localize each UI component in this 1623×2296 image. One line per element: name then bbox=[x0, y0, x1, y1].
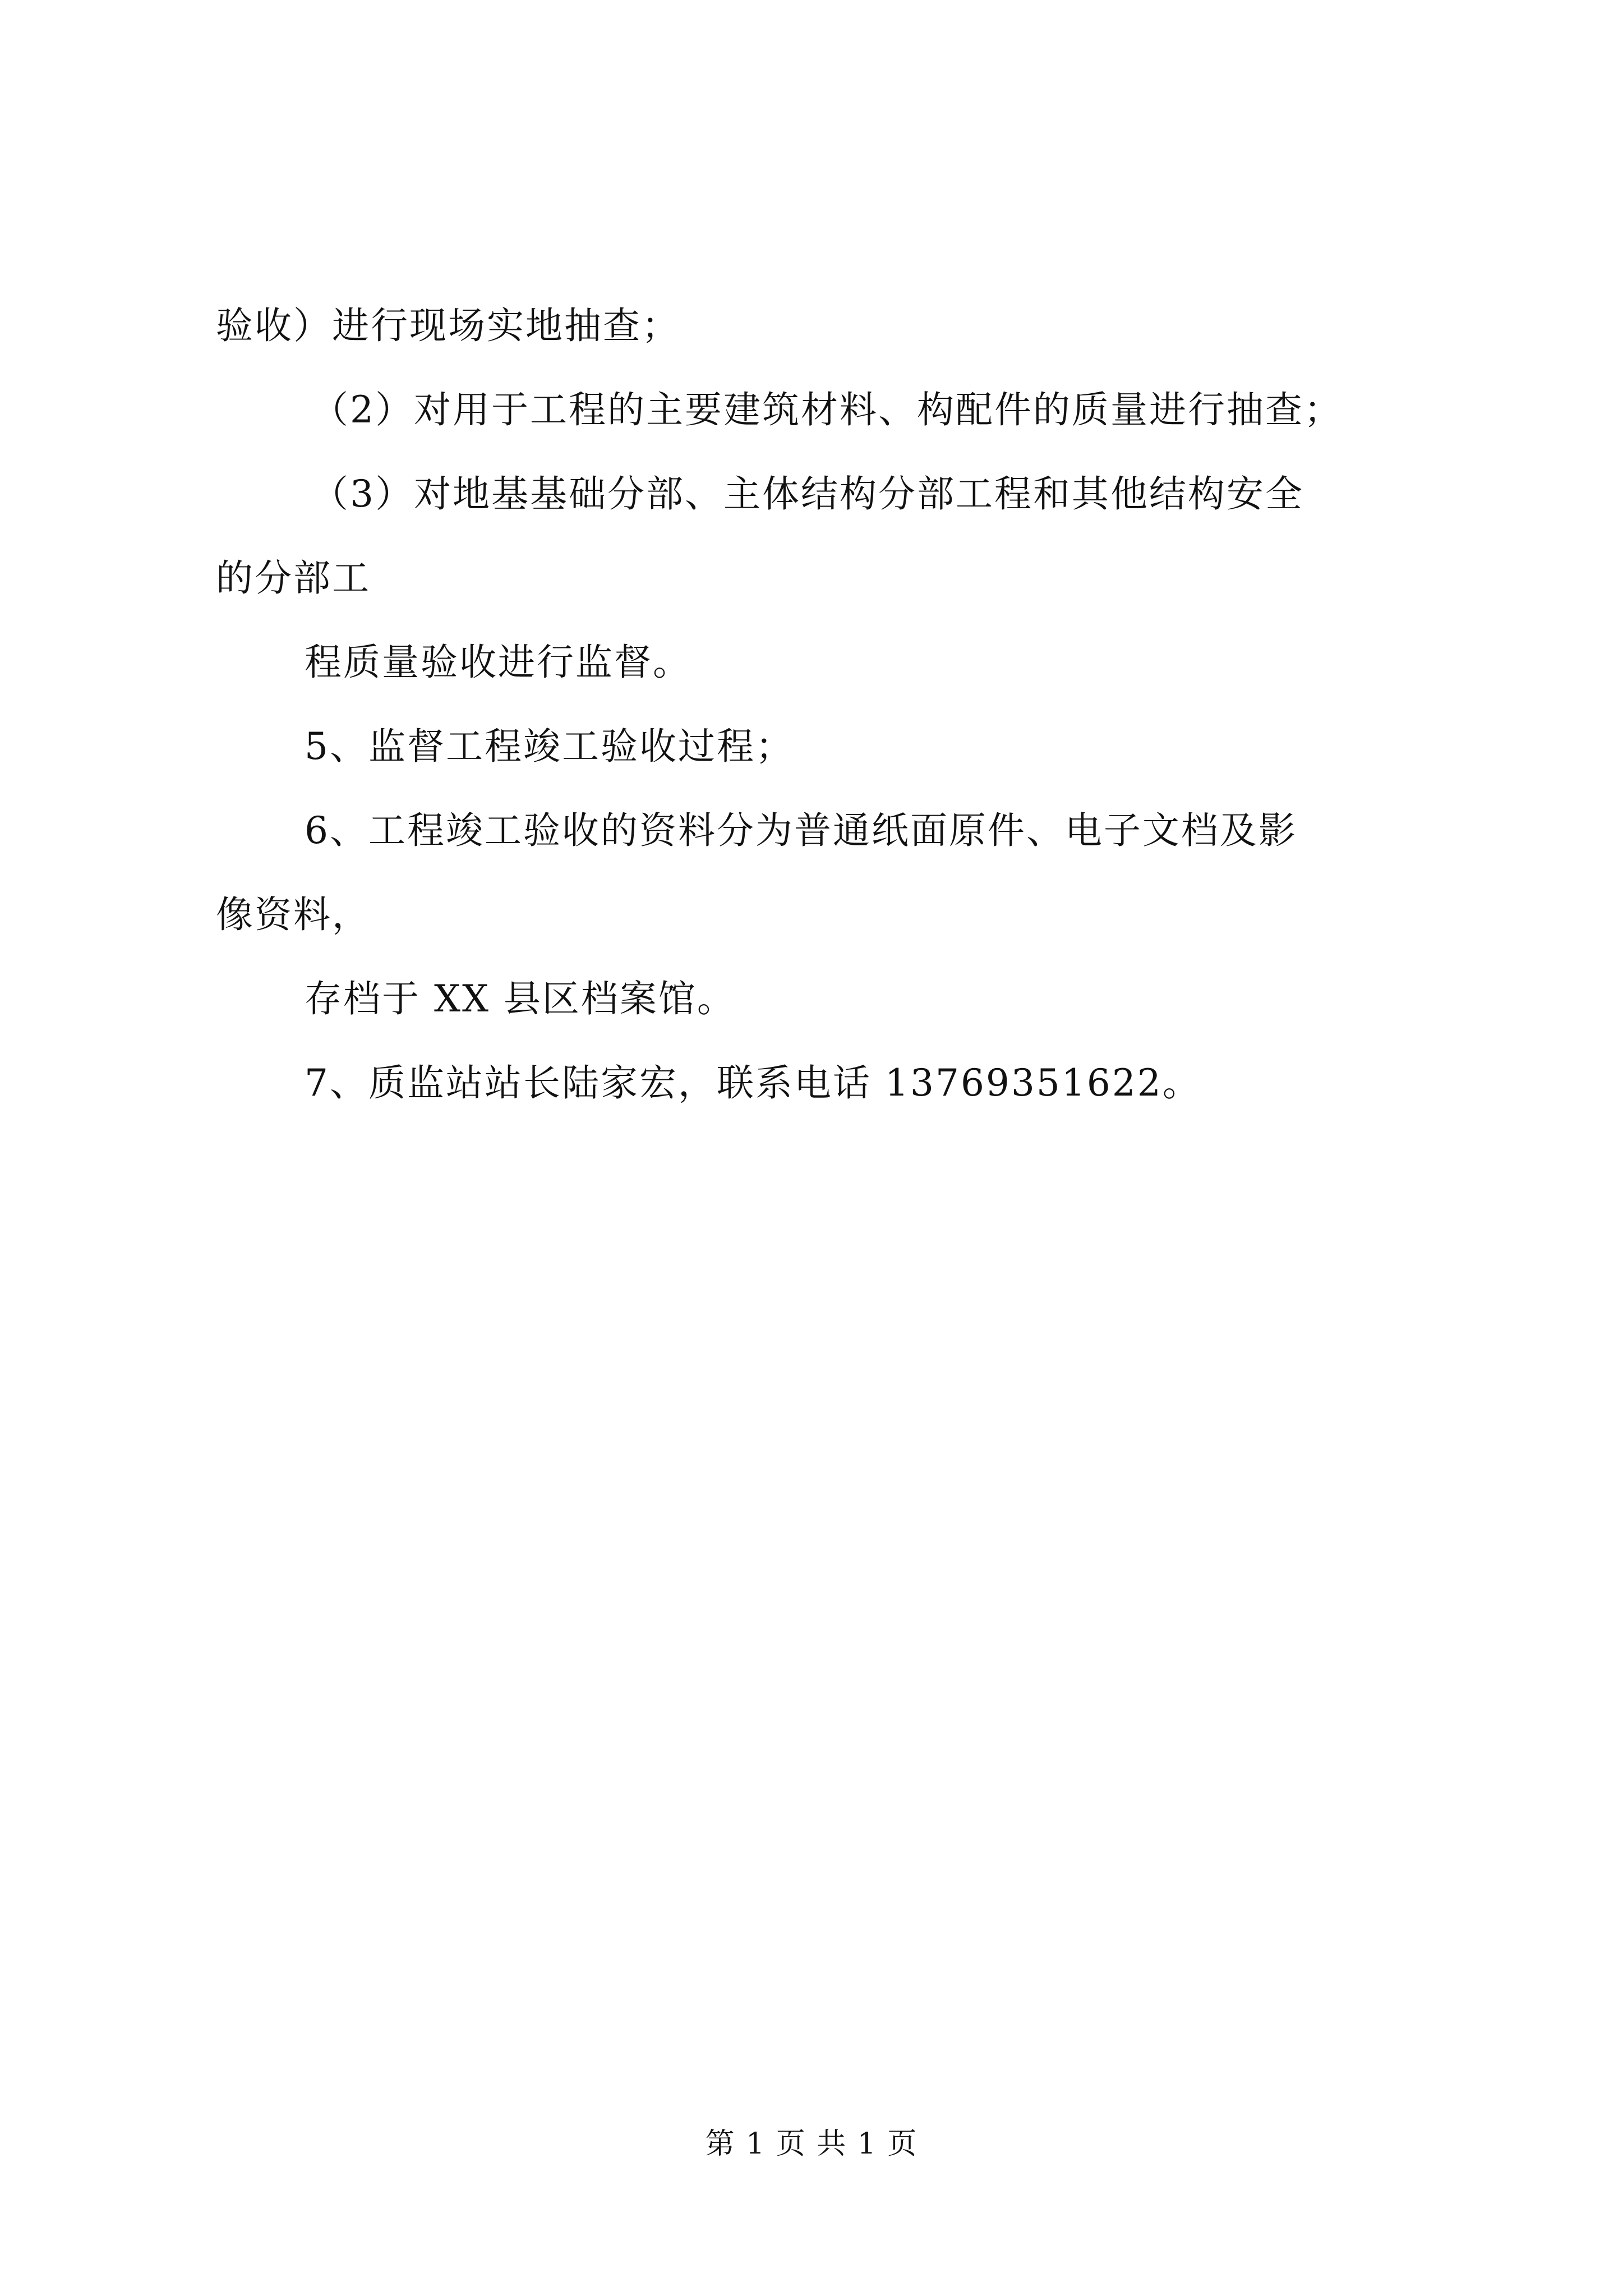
text-line: 5、监督工程竣工验收过程； bbox=[305, 725, 794, 768]
document-body bbox=[216, 303, 1450, 1106]
text-line: 程质量验收进行监督。 bbox=[305, 641, 691, 684]
text-line: 7、质监站站长陆家宏，联系电话 13769351622。 bbox=[305, 1061, 1201, 1105]
text-line: 存档于 XX 县区档案馆。 bbox=[305, 977, 736, 1020]
page-footer: 第 1 页 共 1 页 bbox=[705, 2127, 918, 2161]
text-line: 验收）进行现场实地抽查； bbox=[216, 304, 680, 347]
text-line: 6、工程竣工验收的资料分为普通纸面原件、电子文档及影 bbox=[305, 809, 1297, 852]
text-line: 的分部工 bbox=[216, 556, 371, 600]
text-line: 像资料， bbox=[216, 893, 371, 936]
text-line: （3）对地基基础分部、主体结构分部工程和其他结构安全 bbox=[311, 472, 1304, 516]
text-line: （2）对用于工程的主要建筑材料、构配件的质量进行抽查； bbox=[311, 388, 1343, 431]
